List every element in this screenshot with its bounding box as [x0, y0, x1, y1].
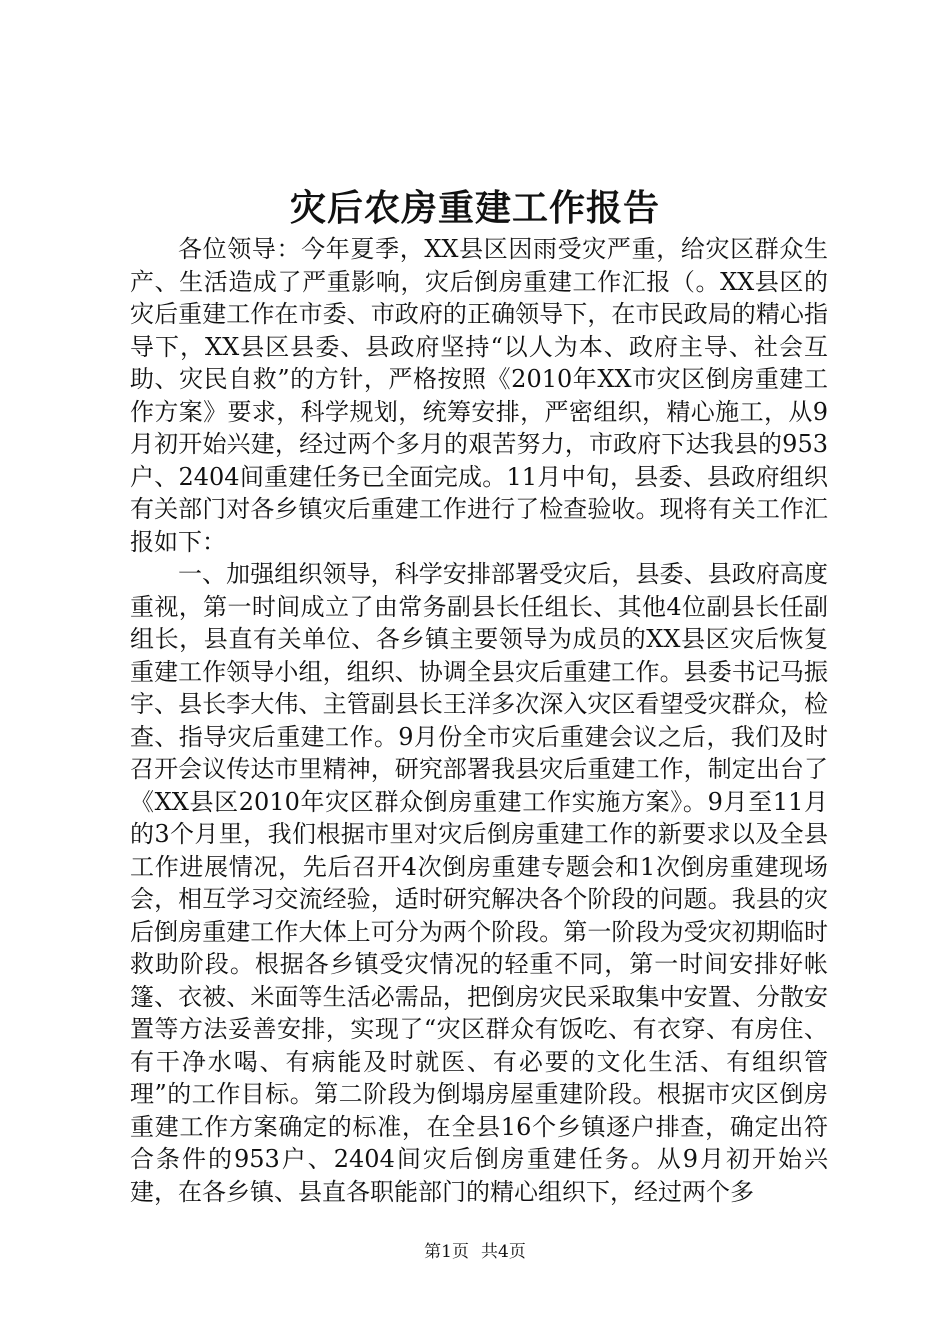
page-number-current: 第1页: [424, 1242, 469, 1262]
page-number-total: 共4页: [481, 1242, 526, 1262]
document-title: 灾后农房重建工作报告: [289, 187, 660, 229]
document-body: [130, 233, 828, 1208]
paragraph-section-1: 一、加强组织领导，科学安排部署受灾后，县委、县政府高度重视，第一时间成立了由常务副县长任组长、其他4位副县长任副组长，县直有关单位、各乡镇主要领导为成员的XX县区灾后恢复重建工作领导小组，组织、协调全县灾后重建工作。县委书记马振宇、县长李大伟、主管副县长王洋多次深入灾区看望受灾群众，检查、指导灾后重建工作。9月份全市灾后重建会议之后，我们及时召开会议传达市里精神，研究部署我县灾后重建工作，制定出台了《XX县区2010年灾区群众倒房重建工作实施方案》。9月至11月的3个月里，我们根据市里对灾后倒房重建工作的新要求以及全县工作进展情况，先后召开4次倒房重建专题会和1次倒房重建现场会，相互学习交流经验，适时研究解决各个阶段的问题。我县的灾后倒房重建工作大体上可分为两个阶段。第一阶段为受灾初期临时救助阶段。根据各乡镇受灾情况的轻重不同，第一时间安排好帐篷、衣被、米面等生活必需品，把倒房灾民采取集中安置、分散安置等方法妥善安排，实现了“灾区群众有饭吃、有衣穿、有房住、有干净水喝、有病能及时就医、有必要的文化生活、有组织管理”的工作目标。第二阶段为倒塌房屋重建阶段。根据市灾区倒房重建工作方案确定的标准，在全县16个乡镇逐户排查，确定出符合条件的953户、2404间灾后倒房重建任务。从9月初开始兴建，在各乡镇、县直各职能部门的精心组织下，经过两个多: [130, 560, 828, 1206]
page-footer: [0, 1240, 950, 1264]
paragraph-intro: 各位领导：今年夏季，XX县区因雨受灾严重，给灾区群众生产、生活造成了严重影响，灾后倒房重建工作汇报（。XX县区的灾后重建工作在市委、市政府的正确领导下，在市民政局的精心指导下，XX县区县委、县政府坚持“以人为本、政府主导、社会互助、灾民自救”的方针，严格按照《2010年XX市灾区倒房重建工作方案》要求，科学规划，统筹安排，严密组织，精心施工，从9月初开始兴建，经过两个多月的艰苦努力，市政府下达我县的953户、2404间重建任务已全面完成。11月中旬，县委、县政府组织有关部门对各乡镇灾后重建工作进行了检查验收。现将有关工作汇报如下：: [130, 235, 828, 556]
